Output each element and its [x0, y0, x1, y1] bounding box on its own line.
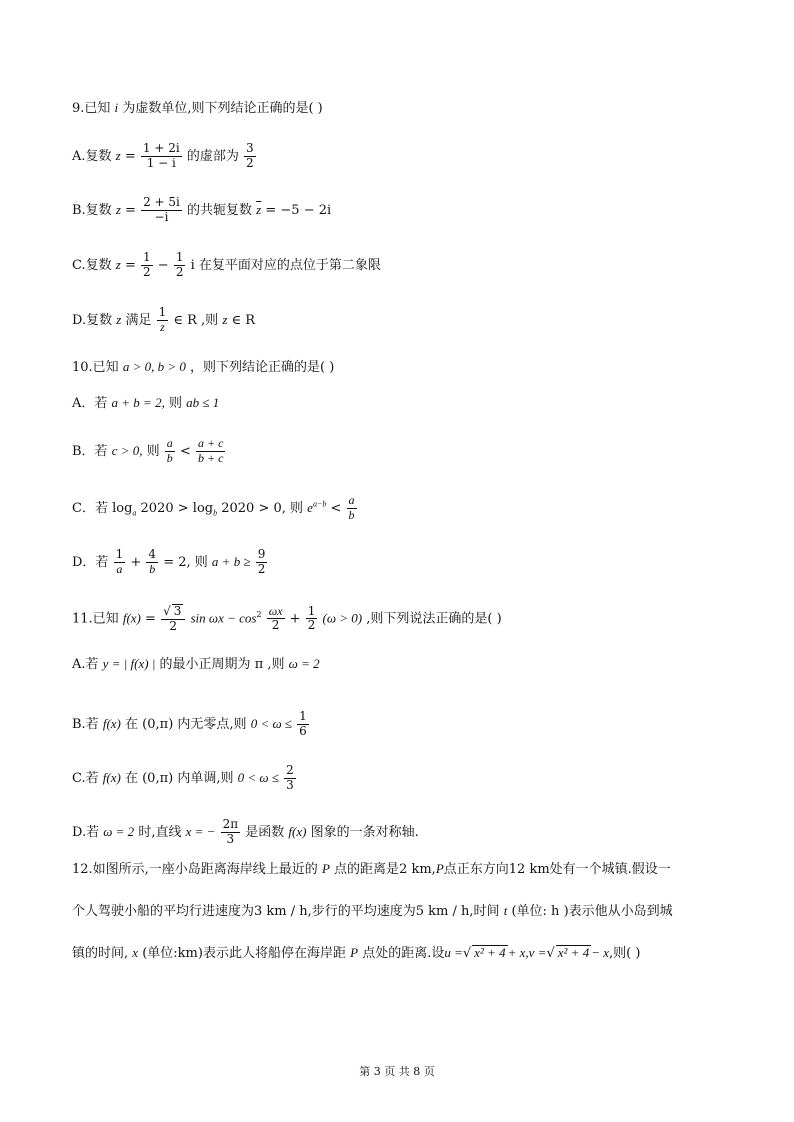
text: 点的距离是: [334, 862, 400, 877]
math-expr: a > 0, b > 0: [122, 359, 186, 374]
numerator: 2: [286, 763, 294, 777]
math-op: =: [124, 148, 136, 164]
math-op: <: [330, 500, 342, 516]
math-expr: (ω > 0): [322, 610, 363, 626]
numerator: 2 + 5i: [143, 195, 180, 209]
math-expr: 3 km / h: [254, 904, 308, 919]
text: ,时间: [469, 904, 500, 919]
denominator: b: [149, 561, 156, 576]
math-expr: 0 < ω ≤: [237, 769, 279, 785]
denominator: 2: [271, 618, 280, 633]
math-expr: c > 0,: [111, 442, 143, 458]
fraction: [306, 605, 318, 634]
text: )表示此人将船停在海岸距: [197, 946, 346, 961]
text: C.复数: [72, 257, 112, 273]
math-var: z: [115, 147, 121, 163]
q9-stem: [72, 101, 323, 115]
math-expr: = −5 − 2i: [265, 202, 332, 218]
math-unit: h: [551, 904, 560, 919]
math-expr: = 2,: [163, 554, 191, 570]
text: 12.如图所示,一座小岛距离海岸线上最近的: [72, 862, 318, 877]
text: ,则: [267, 657, 285, 672]
math-var: z: [115, 201, 121, 217]
text: 则: [290, 500, 304, 516]
numerator: 1: [307, 603, 316, 618]
text: A.复数: [72, 148, 112, 164]
q12-line-3: 镇的时间, x (单位:km)表示此人将船停在海岸距 P 点处的距离.设u =√ x² + 4 + x,v =√ x² + 4 − x,则( ): [72, 945, 641, 961]
denominator: 2: [175, 264, 184, 279]
math-expr: 2 km,: [399, 862, 436, 877]
denominator: 1 − i: [146, 155, 176, 170]
text: D.复数: [72, 312, 113, 328]
math-expr: 5 km / h: [415, 904, 470, 919]
fraction: [161, 604, 185, 634]
text: 则: [168, 396, 182, 411]
fraction: [347, 494, 357, 523]
fraction: [196, 437, 225, 466]
denominator: b: [166, 450, 173, 465]
numerator: ωx: [268, 603, 283, 618]
fraction: [221, 818, 241, 847]
denominator: b: [348, 507, 355, 522]
text: ∈ R ,则: [173, 312, 219, 328]
q9-option-c: [72, 251, 381, 280]
text: 内无零点,则: [177, 716, 247, 732]
denominator: 3: [286, 777, 294, 792]
text: A.若: [72, 657, 99, 672]
numerator: 4: [148, 547, 157, 561]
text: ,则下列说法正确的是( ): [366, 611, 502, 627]
denominator: z: [160, 319, 165, 334]
radicand: 3: [173, 604, 182, 618]
text: D．若: [72, 554, 109, 570]
text: B.复数: [72, 202, 112, 218]
math-op: =: [125, 202, 136, 218]
text: 图象的一条对称轴.: [310, 824, 419, 840]
math-expr: 2020 > log: [136, 500, 214, 516]
text: B．若: [72, 443, 108, 459]
math-expr: y = | f(x) |: [102, 656, 156, 671]
text: 点处的距离.设: [362, 946, 445, 961]
q11-stem: [72, 604, 502, 634]
math-expr: sin ωx − cos: [190, 610, 257, 626]
denominator: a: [116, 561, 123, 576]
numerator: 1: [115, 547, 124, 561]
math-expr: − x: [591, 945, 609, 960]
text: 在: [124, 770, 138, 786]
text: 为虚数单位,则下列结论正确的是( ): [122, 101, 323, 116]
text: 内单调,则: [177, 770, 234, 786]
numerator: 3: [246, 141, 254, 155]
math-fn: f(x): [122, 610, 141, 626]
math-expr: 2020 > 0,: [217, 500, 286, 516]
denominator: −i: [154, 209, 169, 224]
numerator: 1: [175, 250, 184, 264]
math-sup: 2: [256, 609, 262, 619]
numerator: a + c: [197, 436, 224, 450]
numerator: √ 3: [161, 604, 185, 620]
math-op: +: [130, 554, 142, 570]
q11-option-c: [72, 764, 297, 793]
math-op: +: [289, 611, 301, 627]
text: ，则下列结论正确的是( ): [190, 360, 335, 375]
math-interval: (0,π): [142, 770, 174, 786]
text: B.若: [72, 716, 99, 732]
math-log: log: [112, 500, 133, 516]
q10-option-c: [72, 494, 358, 523]
text: 则: [194, 554, 208, 570]
text: 9.已知: [72, 101, 111, 116]
radicand: x² + 4: [474, 945, 506, 960]
fraction: [267, 605, 285, 634]
denominator: 2: [257, 561, 266, 576]
fraction: [284, 764, 296, 793]
q9-option-b: [72, 196, 331, 225]
q12-line-1: [72, 862, 671, 876]
text: 10.已知: [72, 360, 119, 375]
math-expr: + x,: [507, 945, 529, 960]
denominator: 3: [226, 831, 235, 846]
math-var: z: [115, 256, 121, 272]
text: 则: [146, 443, 160, 459]
text: 的最小正周期为: [159, 657, 251, 672]
fraction: [114, 548, 126, 577]
text: 满足: [125, 312, 152, 328]
page-footer: 第 3 页 共 8 页: [359, 1065, 435, 1078]
text: (单位:: [142, 946, 178, 961]
numerator: 2π: [222, 817, 239, 831]
math-op: =: [124, 257, 136, 273]
math-sub: a: [132, 508, 137, 518]
math-var: t: [503, 903, 508, 918]
math-expr: 0 < ω ≤: [250, 715, 293, 731]
math-point: P: [321, 861, 330, 876]
numerator: 1: [143, 250, 151, 264]
q11-option-d: [72, 818, 419, 847]
fraction: [141, 196, 182, 225]
math-fn: f(x): [102, 715, 121, 731]
math-point: P: [350, 945, 359, 960]
fraction: [146, 548, 158, 577]
math-sub: b: [213, 508, 218, 518]
text: 个人驾驶小船的平均行进速度为: [72, 904, 255, 919]
math-unit: km: [177, 946, 198, 961]
math-i: i: [114, 100, 119, 115]
math-fn: f(x): [288, 823, 307, 839]
fraction: [174, 251, 186, 280]
q9-option-a: [72, 142, 257, 171]
numerator: a: [166, 436, 173, 450]
denominator: 2: [143, 264, 151, 279]
text: 的共轭复数: [187, 202, 253, 218]
fraction: [244, 142, 256, 171]
math-fn: f(x): [102, 769, 121, 785]
math-op: <: [179, 443, 191, 459]
math-var: z: [116, 311, 122, 327]
math-pi: π: [254, 657, 264, 672]
denominator: 2: [169, 618, 178, 633]
text: (单位:: [511, 904, 547, 919]
math-var: z: [222, 311, 228, 327]
math-op: =: [145, 611, 156, 627]
text: C.若: [72, 770, 99, 786]
math-conjugate: $\overline{z}$: [256, 201, 262, 217]
math-expr: ab ≤ 1: [186, 395, 220, 410]
text: A．若: [72, 396, 108, 411]
fraction: [165, 437, 175, 466]
denominator: 2: [307, 618, 316, 633]
numerator: a: [348, 493, 355, 507]
text: 时,直线: [138, 824, 182, 840]
math-expr: 12 km: [508, 862, 550, 877]
math-expr: a + b ≥: [211, 553, 251, 569]
numerator: 1: [158, 305, 167, 319]
math-expr: u =: [444, 945, 463, 960]
text: D.若: [72, 824, 100, 840]
math-point: P: [435, 861, 444, 876]
text: 11.已知: [72, 611, 119, 627]
fraction: [256, 548, 268, 577]
math-expr: ω = 2: [103, 823, 135, 839]
text: ,则( ): [609, 946, 641, 961]
text: C．若: [72, 500, 108, 516]
math-expr: x = −: [185, 823, 216, 839]
text: ∈ R: [231, 312, 256, 328]
radicand: x² + 4: [557, 945, 590, 960]
q10-option-d: [72, 548, 268, 577]
math-interval: (0,π): [142, 716, 174, 732]
q11-option-a: [72, 657, 320, 671]
text: )表示他从小岛到城: [563, 904, 673, 919]
q9-option-d: [72, 306, 255, 335]
math-expr: a + b = 2,: [111, 395, 165, 410]
text: 点正东方向: [443, 862, 509, 877]
text: 处有一个城镇.假设一: [549, 862, 671, 877]
q10-stem: [72, 360, 334, 374]
text: ,步行的平均速度为: [307, 904, 416, 919]
denominator: b + c: [197, 450, 224, 465]
numerator: 1: [299, 709, 307, 723]
text: 在: [125, 716, 139, 732]
text: i 在复平面对应的点位于第二象限: [190, 257, 381, 273]
math-expr: v =: [528, 945, 547, 960]
fraction: [141, 251, 153, 280]
fraction: [141, 142, 182, 171]
text: 是函数: [245, 824, 285, 840]
q12-line-2: [72, 904, 673, 918]
fraction: [297, 710, 309, 739]
numerator: 9: [257, 547, 266, 561]
q11-option-b: [72, 710, 310, 739]
denominator: 2: [246, 155, 254, 170]
math-var: e: [307, 499, 313, 515]
math-expr: ω = 2: [288, 656, 320, 671]
fraction: [157, 306, 169, 335]
math-sup: a−b: [312, 499, 327, 509]
text: 的虚部为: [186, 148, 239, 164]
q10-option-b: [72, 437, 226, 466]
denominator: 6: [299, 723, 307, 738]
math-op: −: [157, 257, 169, 273]
math-var: x: [132, 945, 139, 960]
numerator: 1 + 2i: [142, 141, 180, 155]
q10-option-a: [72, 396, 219, 410]
text: 镇的时间,: [72, 946, 129, 961]
